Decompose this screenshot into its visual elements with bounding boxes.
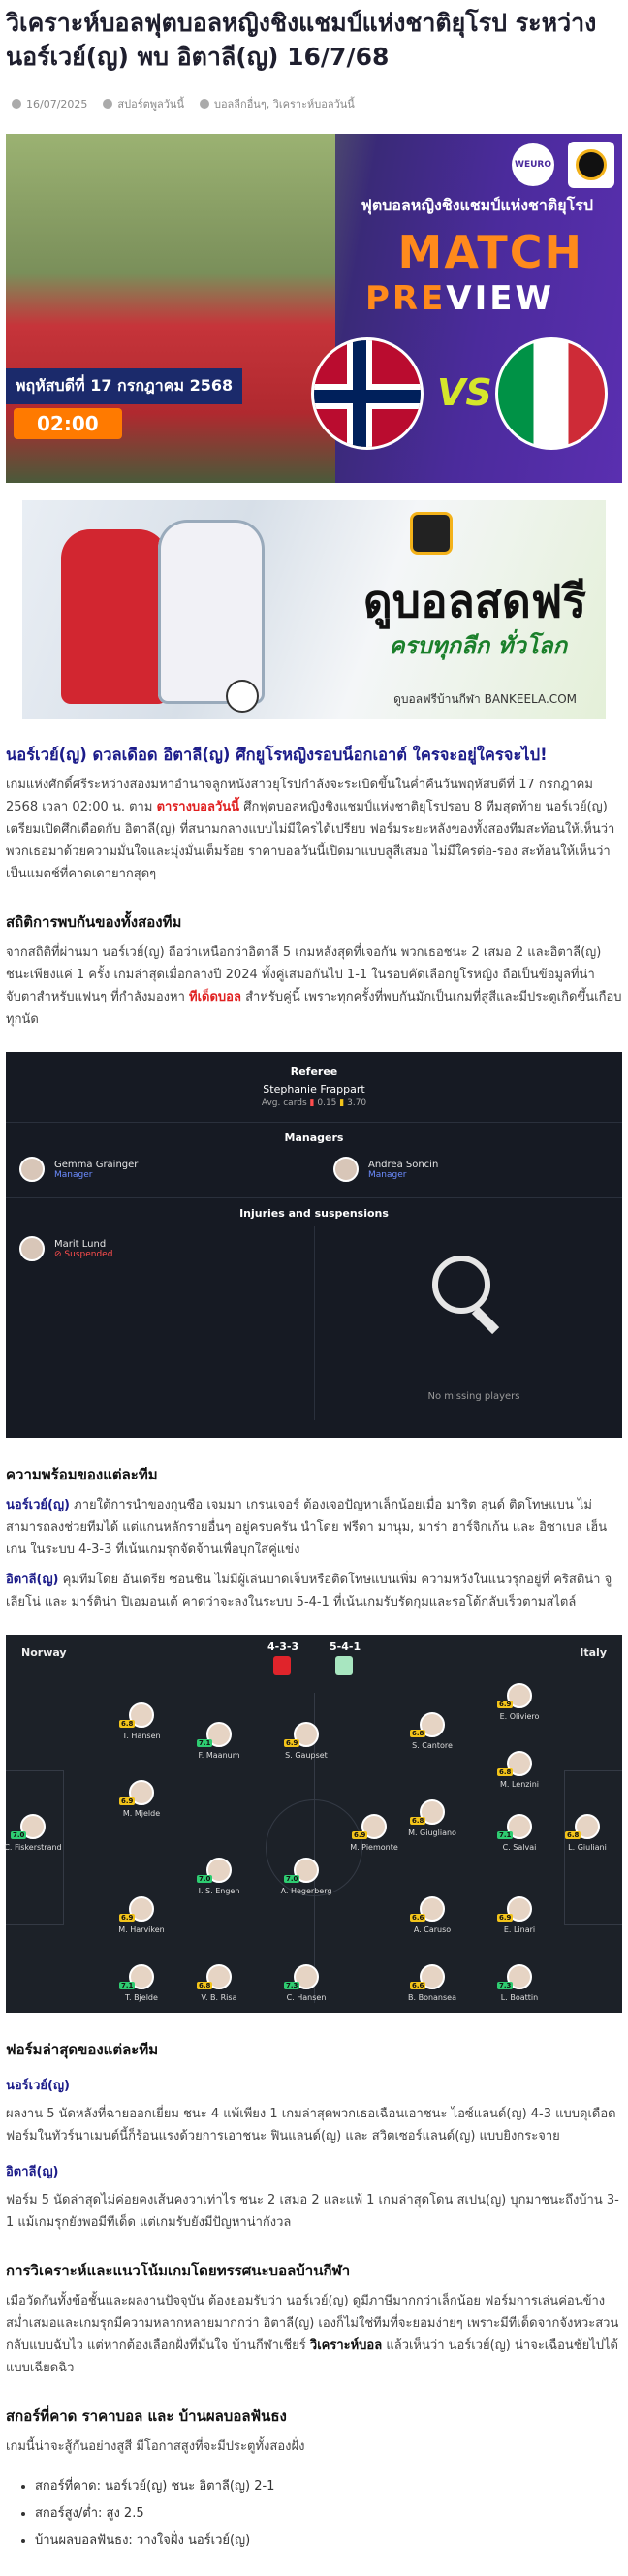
player-name: M. Mjelde (122, 1809, 161, 1818)
prediction-list (35, 2473, 622, 2555)
avatar (499, 1814, 532, 1839)
avatar (121, 1964, 154, 1989)
lineup-card (6, 1635, 622, 2013)
folder-icon (200, 99, 209, 109)
player-name: F. Maanum (198, 1751, 240, 1760)
home-player[interactable] (108, 1896, 175, 1934)
magnifier-icon (432, 1256, 490, 1314)
player-name: I. S. Engen (198, 1887, 240, 1895)
home-formation: 4-3-3 (267, 1640, 299, 1653)
user-icon (103, 99, 112, 109)
avatar (19, 1236, 45, 1261)
player-name: M. Piemonte (350, 1843, 398, 1852)
red-card-icon: ▮ (309, 1098, 315, 1108)
category-meta[interactable] (200, 95, 355, 112)
injured-name: Marit Lund (54, 1238, 107, 1250)
manager-home-role: Manager (54, 1169, 93, 1180)
player-name: M. Giugliano (408, 1829, 456, 1837)
player-name: V. B. Risa (201, 1993, 237, 2002)
schedule-link[interactable]: ตารางบอลวันนี้ (156, 800, 240, 814)
player-red-figure (61, 529, 168, 704)
player-name: S. Cantore (412, 1741, 453, 1750)
clock-icon (12, 99, 21, 109)
avatar (286, 1722, 319, 1747)
away-player[interactable] (398, 1964, 466, 2002)
away-player[interactable] (486, 1683, 553, 1721)
avatar (121, 1702, 154, 1728)
player-name: T. Hansen (122, 1732, 161, 1740)
player-rating: 6.9 (286, 1739, 298, 1747)
banner-logo-icon (410, 512, 453, 555)
home-player[interactable] (0, 1814, 67, 1852)
hero-date: พฤหัสบดีที่ 17 กรกฎาคม 2568 (6, 368, 242, 404)
player-rating: 7.1 (199, 1739, 211, 1747)
article-categories[interactable]: บอลลีกอื่นๆ, วิเคราะห์บอลวันนี้ (213, 98, 355, 111)
player-name: C. Hansen (286, 1993, 327, 2002)
article-title: วิเคราะห์บอลฟุตบอลหญิงชิงแชมป์แห่งชาติยุโรป ระหว่าง นอร์เวย์(ญ) พบ อิตาลี(ญ) 16/7/68 (6, 9, 597, 71)
player-rating: 6.9 (499, 1701, 512, 1708)
divider (6, 1122, 622, 1123)
player-rating: 7.3 (286, 1982, 298, 1989)
analysis-bold: วิเคราะห์บอล (309, 2338, 383, 2353)
avatar (19, 1157, 45, 1182)
away-shirt-icon (335, 1656, 353, 1675)
stats-text-2: สำหรับคู่นี้ เพราะทุกครั้งที่พบกันมักเป็นเกมที่สูสีและมีประตูเกิดขึ้นเกือบทุกนัด (6, 990, 622, 1027)
away-player[interactable] (340, 1814, 408, 1852)
avatar (333, 1157, 359, 1182)
vs-text: VS (437, 371, 492, 414)
avatar (286, 1858, 319, 1883)
form-norway-label: นอร์เวย์(ญ) (6, 2079, 70, 2093)
player-rating: 7.0 (13, 1831, 25, 1839)
prediction-intro: เกมนี้น่าจะสู้กันอย่างสูสี มีโอกาสสูงที่จะมีประตูทั้งสองฝั่ง (6, 2439, 305, 2454)
readiness-norway-text: ภายใต้การนำของกุนซือ เจมมา เกรนเจอร์ ต้องเจอปัญหาเล็กน้อยเมื่อ มาริต ลุนด์ ติดโทษแบน ไม่สามารถลงช่วยทีมได้ แต่แกนหลักรายอื่นๆ อยู่ครบครัน นำโดย ฟรีดา มานุม, มาร่า ฮาร์จิกเก้น และ อิซาเบล เฮ็นเกน ในระบบ 4-3-3 ที่เน้นเกมรุกจัดจ้านเพื่อบุกใส่คู่แข่ง (6, 1498, 608, 1557)
readiness-heading: ความพร้อมของแต่ละทีม (6, 1466, 158, 1483)
divider (6, 1197, 622, 1198)
away-player[interactable] (398, 1712, 466, 1750)
manager-home[interactable] (19, 1157, 138, 1182)
intro-text-2: ศึกฟุตบอลหญิงชิงแชมป์แห่งชาติยุโรปรอบ 8 ทีมสุดท้าย นอร์เวย์(ญ) เตรียมเปิดศึกเดือดกับ อิตาลี(ญ) ที่สนามกลางแบบไม่มีใครได้เปรียบ ฟอร์มระยะหลังของทั้งสองทีมสะท้อนให้เห็นว่าพวกเธอมาด้วยความมั่นใจและมุ่งมั่นเต็มร้อย ราคาบอลวันนี้เปิดมาแบบสูสีเสมอ ไม่มีใครต่อ-รอง สะท้อนให้เห็นว่าเป็นแมตช์ที่คาดเดายากสุดๆ (6, 800, 615, 881)
managers-label: Managers (284, 1131, 344, 1144)
norway-flag-icon (311, 337, 424, 450)
avatar (499, 1683, 532, 1708)
player-rating: 6.9 (499, 1914, 512, 1922)
player-rating: 6.8 (412, 1817, 424, 1825)
player-rating: 6.9 (121, 1797, 134, 1805)
player-name: T. Bjelde (125, 1993, 158, 2002)
readiness-norway-label: นอร์เวย์(ญ) (6, 1498, 70, 1512)
avg-red: 3.70 (347, 1098, 367, 1108)
manager-home-name: Gemma Grainger (54, 1159, 139, 1170)
form-norway-text: ผลงาน 5 นัดหลังที่ฉายออกเยี่ยม ชนะ 4 แพ้เพียง 1 เกมล่าสุดพวกเธอเฉือนเอาชนะ ไอซ์แลนด์(ญ) 4-3 แบบดุเดือด ฟอร์มในทัวร์นาเมนต์นี้ก็ร้อนแรงด้วยการเอาชนะ ฟินแลนด์(ญ) และ สวิตเซอร์แลนด์(ญ) แบบยิงกระจาย (6, 2107, 616, 2144)
home-player[interactable] (272, 1964, 340, 2002)
yellow-card-icon: ▮ (339, 1098, 345, 1108)
player-name: B. Bonansea (408, 1993, 456, 2002)
player-rating: 7.1 (499, 1831, 512, 1839)
home-shirt-icon (273, 1656, 291, 1675)
home-player[interactable] (108, 1702, 175, 1740)
list-item: • บ้านผลบอลฟันธง: วางใจฝั่ง นอร์เวย์(ญ) (35, 2528, 622, 2555)
prediction-heading: สกอร์ที่คาด ราคาบอล และ บ้านผลบอลฟันธง (6, 2407, 287, 2425)
away-player[interactable] (398, 1896, 466, 1934)
hero-time: 02:00 (14, 408, 122, 439)
no-missing-text: No missing players (427, 1391, 520, 1402)
preview-post: VIEW (446, 279, 554, 318)
hero-subtitle: ฟุตบอลหญิงชิงแชมป์แห่งชาติยุโรป (361, 196, 593, 214)
weuro-logo: WEURO (512, 143, 554, 186)
player-name: C. Fiskerstrand (4, 1843, 62, 1852)
away-formation: 5-4-1 (330, 1640, 361, 1653)
form-italy-text: ฟอร์ม 5 นัดล่าสุดไม่ค่อยคงเส้นคงวาเท่าไร ชนะ 2 เสมอ 2 และแพ้ 1 เกมล่าสุดโดน สเปน(ญ) บุกมาชนะถึงบ้าน 3-1 แม้เกมรุกยังพอมีทีเด็ด แต่เกมรับยังมีปัญหาน่ากังวล (6, 2193, 619, 2230)
player-rating: 6.8 (567, 1831, 580, 1839)
article-meta (12, 95, 622, 112)
player-name: A. Caruso (413, 1925, 452, 1934)
away-player[interactable] (486, 1751, 553, 1789)
preview-pre: PRE (364, 279, 447, 318)
analysis-text-1: เมื่อวัดกันทั้งข้อชั้นและผลงานปัจจุบัน ต้องยอมรับว่า นอร์เวย์(ญ) ดูมีภาษีมากกว่าเล็กน้อย ฟอร์มการเล่นค่อนข้างสม่ำเสมอและเกมรุกมีความหลากหลายมากกว่า อิตาลี(ญ) เองก็ไม่ใช่ทีมที่จะยอมง่ายๆ เพราะมีทีเด็ดจากจังหวะสวนกลับแบบฉับไว แต่หากต้องเลือกฝั่งที่มั่นใจ บ้านกีฬาเชียร์ (6, 2294, 619, 2353)
manager-away-name: Andrea Soncin (368, 1159, 439, 1170)
player-name: E. Linari (503, 1925, 536, 1934)
avatar (499, 1751, 532, 1776)
football-icon (226, 680, 259, 713)
match-info-card (6, 1052, 622, 1438)
hero-preview-text (365, 279, 554, 318)
player-name: M. Lenzini (499, 1780, 539, 1789)
avatar (567, 1814, 600, 1839)
analysis-paragraph (6, 2290, 622, 2379)
player-rating: 7.0 (286, 1875, 298, 1883)
magnifier-handle (472, 1307, 499, 1334)
author-meta[interactable] (103, 95, 184, 112)
match-preview-image (6, 134, 622, 483)
avatar (354, 1814, 387, 1839)
avatar (121, 1896, 154, 1922)
suspended-icon: ⊘ (54, 1249, 65, 1259)
avatar (199, 1858, 232, 1883)
article-author[interactable]: สปอร์ตพูลวันนี้ (117, 98, 184, 111)
italy-flag-icon (495, 337, 608, 450)
manager-away-role: Manager (368, 1169, 407, 1180)
player-rating: 6.6 (412, 1914, 424, 1922)
site-logo-icon (568, 142, 614, 188)
avatar (499, 1964, 532, 1989)
stats-paragraph (6, 941, 622, 1031)
avatar (412, 1712, 445, 1737)
hero-match-text: MATCH (397, 226, 583, 278)
injured-status (54, 1250, 112, 1259)
form-italy-label: อิตาลี(ญ) (6, 2165, 59, 2179)
list-item: • สกอร์ที่คาด: นอร์เวย์(ญ) ชนะ อิตาลี(ญ) 2-1 (35, 2473, 622, 2500)
form-heading: ฟอร์มล่าสุดของแต่ละทีม (6, 2041, 159, 2058)
player-rating: 6.8 (499, 1768, 512, 1776)
away-player[interactable] (486, 1814, 553, 1852)
avatar (199, 1964, 232, 1989)
player-rating: 6.9 (354, 1831, 366, 1839)
avg-yellow: 0.15 (317, 1098, 337, 1108)
home-player[interactable] (185, 1964, 253, 2002)
home-team-name: Norway (21, 1646, 67, 1659)
away-player[interactable] (486, 1964, 553, 2002)
avatar (121, 1780, 154, 1805)
banner-footer: ดูบอลฟรีบ้านกีฬา BANKEELA.COM (393, 692, 577, 706)
home-player[interactable] (108, 1780, 175, 1818)
avatar (13, 1814, 46, 1839)
injured-player[interactable] (19, 1236, 112, 1261)
player-rating: 7.0 (199, 1875, 211, 1883)
home-player[interactable] (185, 1722, 253, 1760)
player-rating: 6.8 (412, 1730, 424, 1737)
readiness-italy-text: คุมทีมโดย อันเดรีย ซอนชิน ไม่มีผู้เล่นบาดเจ็บหรือติดโทษแบนเพิ่ม ความหวังในแนวรุกอยู่ที่ คริสติน่า จูเลียโน่ และ มาร์ติน่า ปิเอมอนเต้ คาดว่าจะลงในระบบ 5-4-1 ที่เน้นเกมรับรัดกุมและรอโต้กลับเร็วตามสไตล์ (6, 1573, 612, 1609)
player-name: E. Oliviero (499, 1712, 540, 1721)
intro-paragraph (6, 774, 622, 885)
intro-text-1: เกมแห่งศักดิ์ศรีระหว่างสองมหาอำนาจลูกหนังสาวยุโรปกำลังจะระเบิดขึ้นในค่ำคืนวันพฤหัสบดีที่ 17 กรกฎาคม 2568 เวลา 02:00 น. ตาม (6, 778, 593, 814)
avatar (412, 1896, 445, 1922)
player-name: L. Giuliani (568, 1843, 607, 1852)
home-player[interactable] (272, 1858, 340, 1895)
player-rating: 7.1 (121, 1982, 134, 1989)
article-date: 16/07/2025 (26, 97, 88, 111)
player-rating: 6.9 (121, 1914, 134, 1922)
away-team-name: Italy (580, 1646, 607, 1659)
avatar (499, 1896, 532, 1922)
readiness-italy-label: อิตาลี(ญ) (6, 1573, 59, 1587)
home-player[interactable] (185, 1858, 253, 1895)
readiness-italy (6, 1569, 622, 1613)
away-player[interactable] (398, 1799, 466, 1837)
home-player[interactable] (108, 1964, 175, 2002)
home-player[interactable] (272, 1722, 340, 1760)
player-rating: 7.3 (499, 1982, 512, 1989)
intro-heading: นอร์เวย์(ญ) ดวลเดือด อิตาลี(ญ) ศึกยูโรหญิงรอบน็อกเอาต์ ใครจะอยู่ใครจะไป! (6, 746, 548, 764)
avatar (412, 1799, 445, 1825)
avatar (412, 1964, 445, 1989)
date-meta (12, 98, 87, 111)
ad-banner[interactable] (22, 500, 606, 719)
player-rating: 6.8 (121, 1720, 134, 1728)
list-item: • สกอร์สูง/ต่ำ: สูง 2.5 (35, 2500, 622, 2528)
referee-name: Stephanie Frappart (263, 1083, 365, 1096)
injuries-label: Injuries and suspensions (239, 1207, 389, 1220)
analysis-text-2: แล้วเห็นว่า นอร์เวย์(ญ) น่าจะเฉือนชัยไปได้แบบเฉียดฉิว (6, 2338, 618, 2375)
tips-link[interactable]: ทีเด็ดบอล (189, 990, 241, 1004)
player-name: L. Boattin (500, 1993, 539, 2002)
avg-cards (6, 1098, 622, 1108)
player-name: C. Salvai (502, 1843, 537, 1852)
player-name: M. Harviken (118, 1925, 165, 1934)
referee-label: Referee (290, 1065, 338, 1078)
player-name: A. Hegerberg (280, 1887, 332, 1895)
player-rating: 6.6 (412, 1982, 424, 1989)
away-player[interactable] (553, 1814, 621, 1852)
avatar (286, 1964, 319, 1989)
manager-away[interactable] (333, 1157, 438, 1182)
avg-cards-label: Avg. cards (261, 1098, 307, 1108)
stats-text-1: จากสถิติที่ผ่านมา นอร์เวย์(ญ) ถือว่าเหนือกว่าอิตาลี 5 เกมหลังสุดที่เจอกัน พวกเธอชนะ 2 เสมอ 2 และอิตาลี(ญ) ชนะเพียงแค่ 1 ครั้ง เกมล่าสุดเมื่อกลางปี 2024 ทั้งคู่เสมอกันไป 1-1 ในรอบคัดเลือกยูโรหญิง ถือเป็นข้อมูลที่น่าจับตาสำหรับแฟนๆ ที่กำลังมองหา (6, 945, 602, 1004)
analysis-heading: การวิเคราะห์และแนวโน้มเกมโดยทรรศนะบอลบ้านกีฬา (6, 2262, 351, 2279)
banner-tagline: ครบทุกลีก ทั่วโลก (389, 632, 567, 659)
banner-headline: ดูบอลสดฟรี (362, 575, 586, 627)
readiness-norway (6, 1494, 622, 1561)
player-rating: 6.8 (199, 1982, 211, 1989)
player-white-figure (158, 520, 265, 704)
stats-heading: สถิติการพบกันของทั้งสองทีม (6, 913, 182, 931)
divider (314, 1226, 315, 1420)
player-name: S. Gaupset (285, 1751, 328, 1760)
away-player[interactable] (486, 1896, 553, 1934)
injured-status-text: Suspended (64, 1249, 113, 1259)
avatar (199, 1722, 232, 1747)
